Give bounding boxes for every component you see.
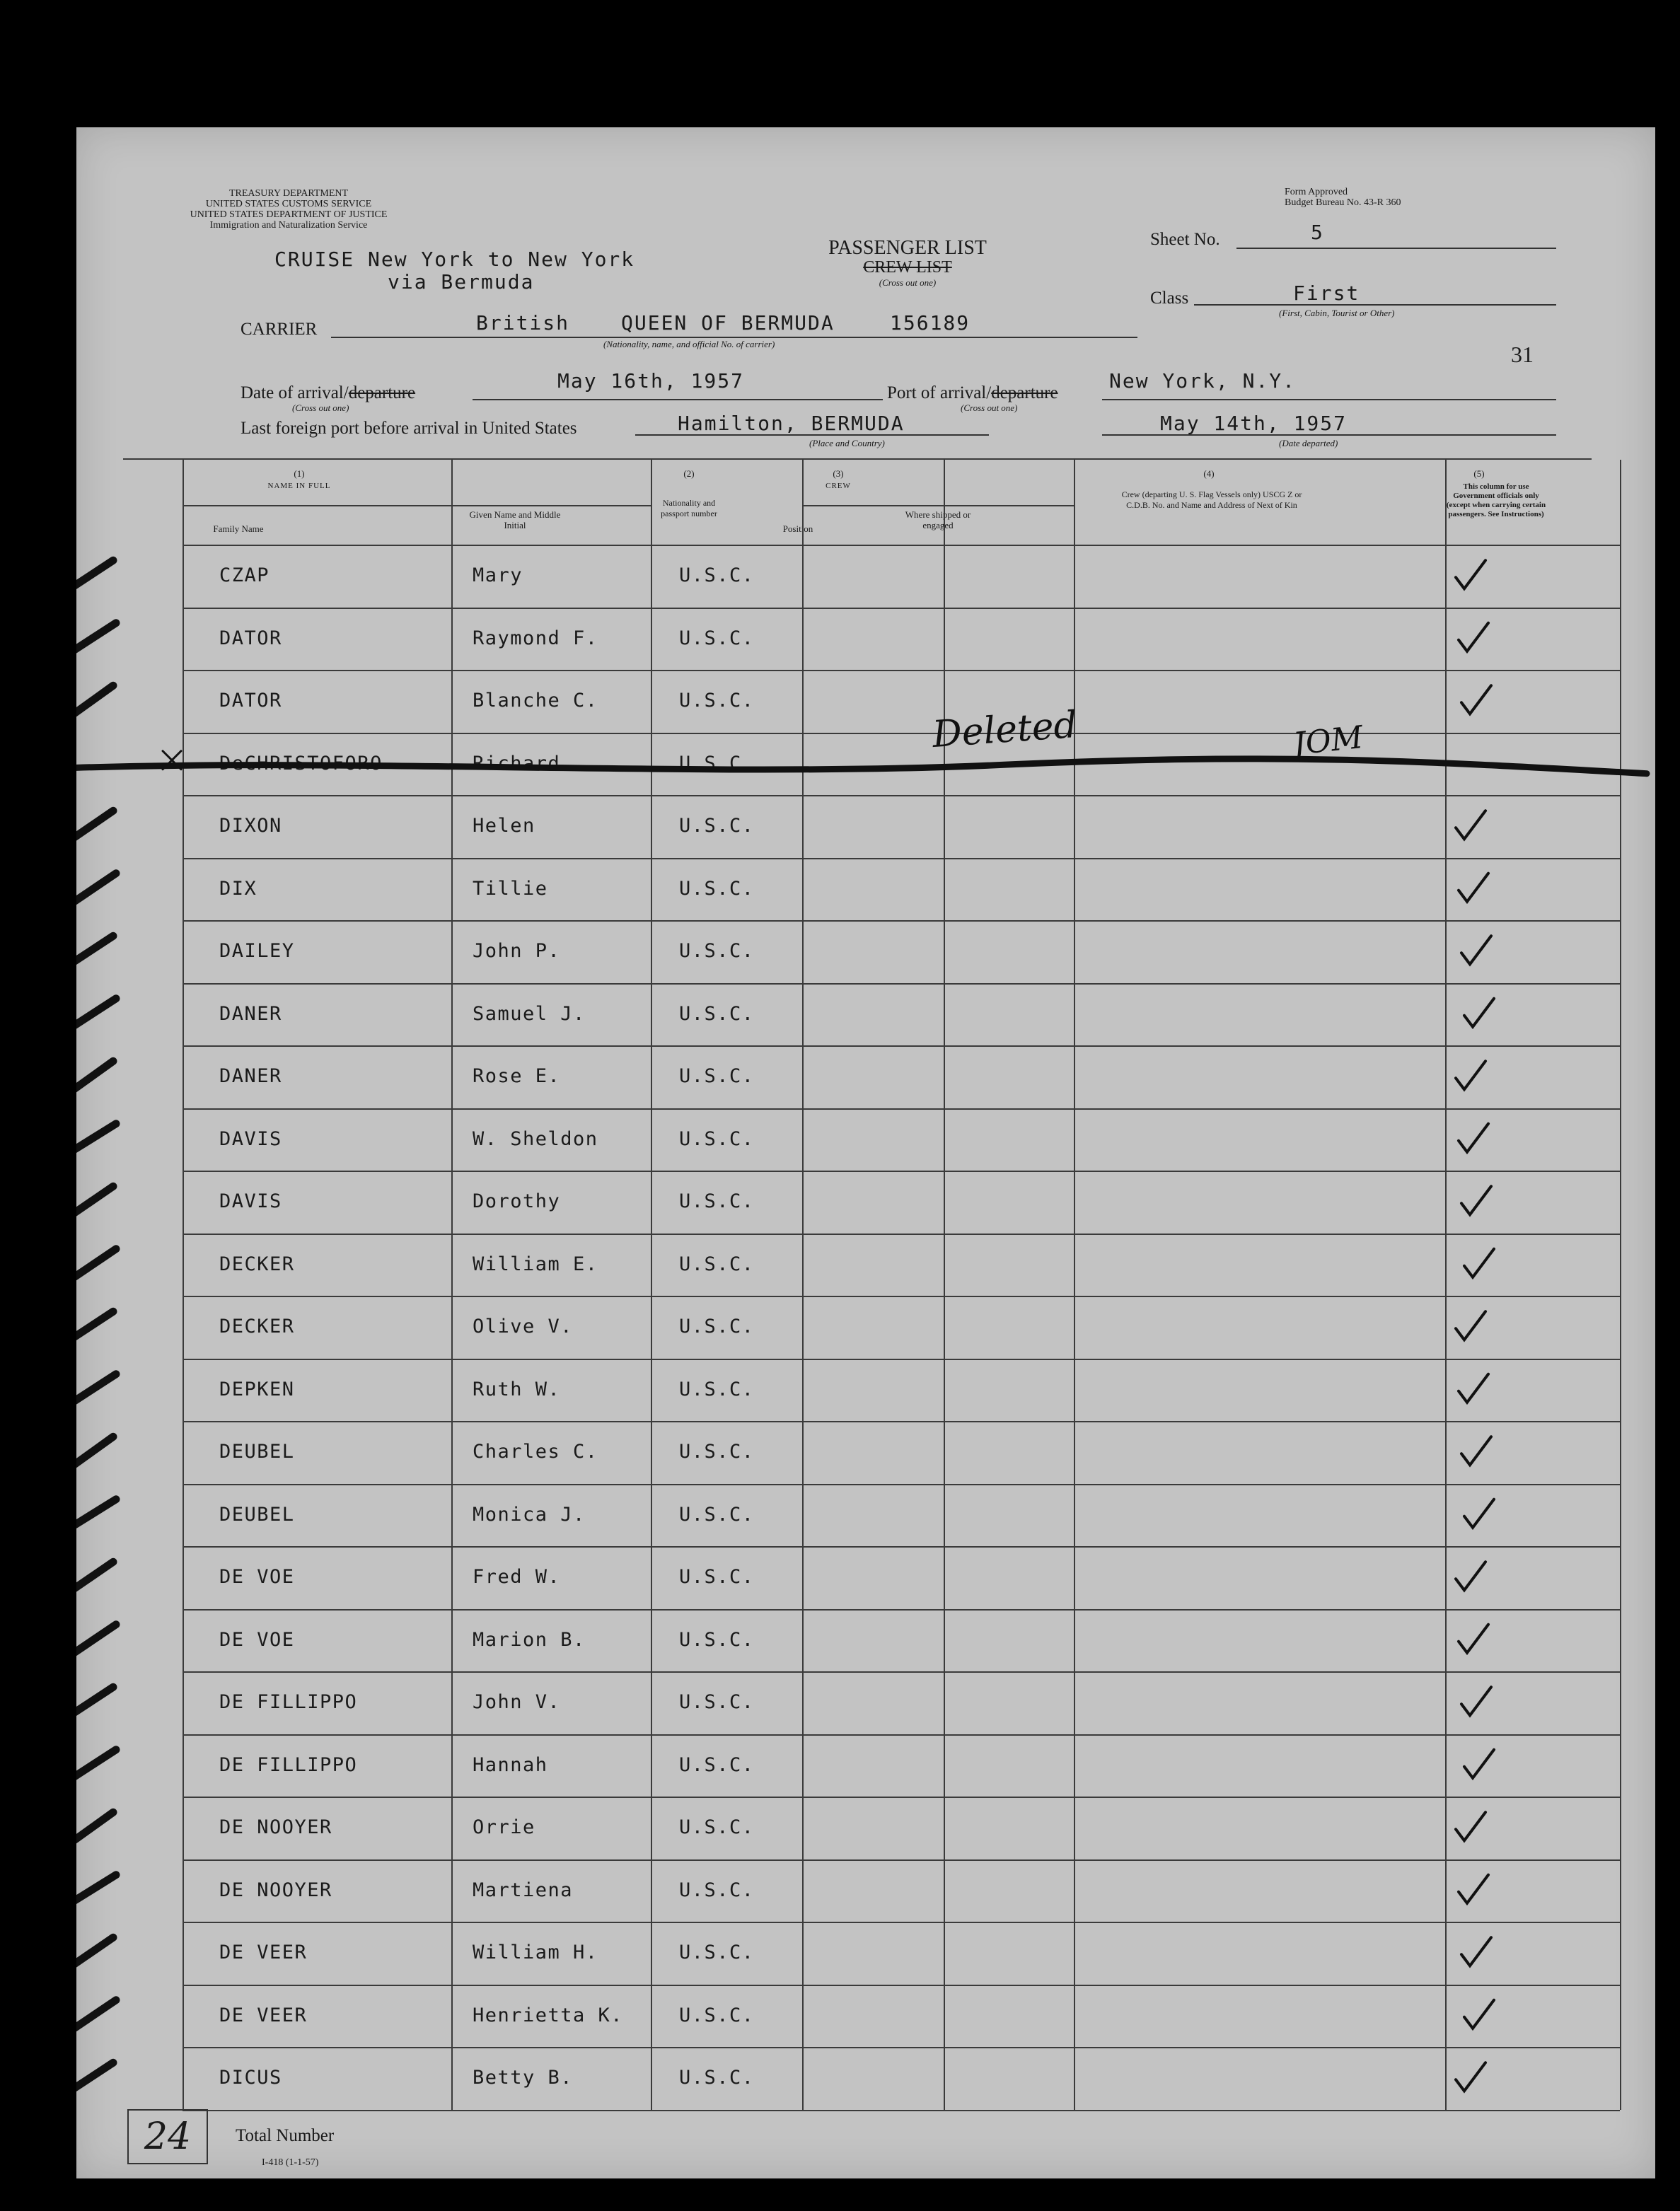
tally-slash [76, 2000, 116, 2033]
carrier-vessel-name: QUEEN OF BERMUDA [621, 311, 835, 335]
check-mark [1461, 936, 1491, 964]
given-name-cell: Ruth W. [473, 1378, 561, 1400]
class-note: (First, Cabin, Tourist or Other) [1279, 308, 1395, 318]
nationality-cell: U.S.C. [679, 1253, 755, 1275]
nationality-cell: U.S.C. [679, 627, 755, 649]
tally-slash [76, 874, 116, 906]
cross-out-note: (Cross out one) [879, 277, 937, 288]
nationality-cell: U.S.C. [679, 752, 755, 774]
check-mark [1464, 1249, 1494, 1277]
nationality-cell: U.S.C. [679, 2067, 755, 2089]
arrival-date-label-text: Date of arrival/ [241, 383, 349, 402]
tally-slash [76, 1374, 116, 1407]
check-mark [1456, 1812, 1485, 1840]
given-name-cell: Betty B. [473, 2067, 574, 2089]
tally-slash [76, 1625, 116, 1657]
given-name-cell: Tillie [473, 877, 548, 900]
nationality-cell: U.S.C. [679, 1753, 755, 1776]
position-header: Position [782, 523, 813, 534]
departed-date-note: (Date departed) [1279, 438, 1338, 448]
tally-slash [76, 1311, 113, 1344]
given-name-cell: William E. [473, 1253, 598, 1275]
family-name-cell: DAVIS [219, 1127, 282, 1150]
nationality-cell: U.S.C. [679, 815, 755, 837]
col3-num: (3) [833, 468, 844, 479]
shipped-header: Where shipped or engaged [905, 509, 971, 530]
family-name-cell: DE VOE [219, 1566, 295, 1588]
last-port-note: (Place and Country) [809, 438, 885, 448]
arrival-port-struck: departure [991, 383, 1058, 402]
given-name-cell: Samuel J. [473, 1002, 586, 1025]
given-name-cell: Fred W. [473, 1566, 561, 1588]
check-mark [1459, 1124, 1488, 1152]
tally-slash [76, 1186, 113, 1219]
arrival-date-struck: departure [348, 383, 416, 402]
family-name-cell: DICUS [219, 2067, 282, 2089]
nationality-cell: U.S.C. [679, 1566, 755, 1588]
given-name-cell: Blanche C. [473, 690, 598, 712]
check-mark [1456, 1311, 1485, 1340]
cruise-line-1: CRUISE New York to New York [274, 248, 635, 271]
col1-num: (1) [294, 468, 305, 479]
form-approved-line: Budget Bureau No. 43-R 360 [1285, 197, 1401, 208]
family-name-cell: DEPKEN [219, 1378, 295, 1400]
check-mark [1459, 1875, 1488, 1903]
nationality-cell: U.S.C. [679, 1691, 755, 1713]
nationality-cell: U.S.C. [679, 940, 755, 962]
handwritten-marks [76, 127, 1655, 2178]
col2-num: (2) [683, 468, 695, 479]
family-name-cell: DAILEY [219, 940, 295, 962]
arrival-port-label-text: Port of arrival/ [887, 383, 992, 402]
nationality-cell: U.S.C. [679, 1628, 755, 1651]
tally-slash [76, 1437, 113, 1469]
given-name-cell: Marion B. [473, 1628, 586, 1651]
check-mark [1459, 874, 1488, 902]
nationality-cell: U.S.C. [679, 2004, 755, 2026]
form-title: PASSENGER LIST [828, 237, 987, 259]
class-label: Class [1150, 289, 1189, 308]
last-port-value: Hamilton, BERMUDA [678, 412, 905, 435]
family-name-cell: DEUBEL [219, 1441, 295, 1463]
total-count: 24 [127, 2109, 208, 2164]
family-name-cell: DE FILLIPPO [219, 1691, 358, 1713]
nationality-cell: U.S.C. [679, 1002, 755, 1025]
document-page [76, 127, 1655, 2178]
nationality-cell: U.S.C. [679, 1316, 755, 1337]
family-name-cell: DECKER [219, 1253, 295, 1275]
tally-slash [76, 811, 113, 843]
family-name-cell: DIXON [219, 815, 282, 837]
given-name-cell: Martiena [473, 1879, 574, 1901]
check-mark [1456, 811, 1485, 839]
given-name-cell: Rose E. [473, 1065, 561, 1087]
given-name-header: Given Name and Middle Initial [469, 509, 561, 530]
check-mark [1464, 999, 1494, 1027]
tally-slash [76, 1061, 113, 1093]
given-name-cell: John V. [473, 1691, 561, 1713]
arrival-port-value: New York, N.Y. [1109, 369, 1297, 393]
sheet-number: 5 [1311, 221, 1324, 244]
form-id: I-418 (1-1-57) [262, 2157, 319, 2168]
tally-slash [76, 560, 113, 593]
tally-slash [76, 1249, 116, 1282]
family-name-cell: DATOR [219, 627, 282, 649]
given-name-cell: Helen [473, 815, 535, 837]
given-name-cell: Charles C. [473, 1441, 598, 1463]
given-name-cell: Raymond F. [473, 627, 598, 649]
family-name-cell: DAVIS [219, 1190, 282, 1212]
nationality-cell: U.S.C. [679, 1441, 755, 1463]
nationality-cell: U.S.C. [679, 1065, 755, 1087]
tally-slash [76, 623, 116, 656]
check-mark [1459, 1625, 1488, 1653]
check-mark [1464, 1499, 1494, 1528]
col4-title: Crew (departing U. S. Flag Vessels only) USCG Z or C.D.B. No. and Name and Address of Next of Kin [1121, 489, 1302, 510]
tally-slash [76, 1687, 113, 1719]
agency-line: UNITED STATES DEPARTMENT OF JUSTICE [190, 209, 388, 220]
nationality-cell: U.S.C. [679, 877, 755, 900]
check-mark [1456, 560, 1485, 588]
family-name-cell: DE VOE [219, 1628, 295, 1651]
check-mark [1459, 623, 1488, 651]
family-name-cell: DE VEER [219, 2004, 308, 2026]
page-number: 31 [1511, 342, 1534, 367]
given-name-cell: Dorothy [473, 1190, 561, 1212]
col2-title: Nationality and passport number [661, 498, 717, 518]
arrival-date-value: May 16th, 1957 [557, 369, 745, 393]
nationality-cell: U.S.C. [679, 1942, 755, 1963]
nationality-cell: U.S.C. [679, 690, 755, 712]
crew-list-struck: CREW LIST [863, 258, 952, 277]
tally-slash [76, 1937, 113, 1970]
family-name-cell: DIX [219, 877, 257, 900]
family-name-cell: DATOR [219, 690, 282, 712]
tally-slash [76, 999, 116, 1031]
agency-line: Immigration and Naturalization Service [209, 220, 368, 231]
given-name-cell: John P. [473, 940, 561, 962]
col5-num: (5) [1473, 468, 1485, 479]
check-mark [1464, 2000, 1494, 2029]
tally-slash [76, 685, 113, 718]
tally-slash [76, 1124, 116, 1156]
given-name-cell: Mary [473, 564, 523, 586]
given-name-cell: Hannah [473, 1753, 548, 1776]
check-mark [1459, 1374, 1488, 1403]
nationality-cell: U.S.C. [679, 564, 755, 586]
cruise-line-2: via Bermuda [388, 270, 535, 294]
tally-slash [76, 1499, 116, 1532]
family-name-cell: CZAP [219, 564, 270, 586]
given-name-cell: Richard [473, 752, 561, 774]
agency-line: TREASURY DEPARTMENT [228, 188, 349, 199]
family-name-cell: DeCHRISTOFORO [219, 752, 383, 774]
family-name-cell: DE VEER [219, 1942, 308, 1963]
sheet-label: Sheet No. [1150, 230, 1220, 249]
family-name-cell: DECKER [219, 1316, 295, 1337]
deleted-note: Deleted [931, 703, 1079, 757]
check-mark [1461, 1937, 1491, 1966]
check-mark [1461, 1186, 1491, 1214]
check-mark [1461, 1687, 1491, 1715]
col5-title: This column for use Government officials only (except when carrying certain passengers. See Instructions) [1446, 482, 1546, 518]
family-name-cell: DANER [219, 1065, 282, 1087]
given-name-cell: Orrie [473, 1816, 535, 1838]
nationality-cell: U.S.C. [679, 1190, 755, 1212]
given-name-cell: W. Sheldon [473, 1127, 598, 1150]
form-approved-line: Form Approved [1285, 187, 1348, 197]
carrier-label: CARRIER [241, 320, 318, 339]
agency-line: UNITED STATES CUSTOMS SERVICE [205, 199, 372, 209]
nationality-cell: U.S.C. [679, 1503, 755, 1526]
strike-through-line [76, 759, 1647, 774]
arrival-port-note: (Cross out one) [961, 402, 1018, 413]
family-name-cell: DE NOOYER [219, 1879, 332, 1901]
tally-slash [76, 936, 113, 968]
class-value: First [1293, 282, 1360, 305]
check-mark [1456, 1562, 1485, 1590]
check-mark [1456, 2062, 1485, 2091]
last-port-label: Last foreign port before arrival in United States [241, 419, 577, 438]
departed-date-value: May 14th, 1957 [1160, 412, 1348, 435]
carrier-official-number: 156189 [890, 311, 971, 335]
tally-slash [76, 1875, 116, 1908]
arrival-date-note: (Cross out one) [292, 402, 349, 413]
nationality-cell: U.S.C. [679, 1816, 755, 1838]
tally-slash [76, 2062, 113, 2095]
col4-num: (4) [1203, 468, 1215, 479]
family-name-cell: DEUBEL [219, 1503, 295, 1526]
check-mark [1461, 685, 1491, 714]
col1-title: NAME IN FULL [267, 482, 331, 490]
given-name-cell: Henrietta K. [473, 2004, 624, 2026]
check-mark [1461, 1437, 1491, 1465]
tally-slash [76, 1812, 113, 1845]
check-mark [1456, 1061, 1485, 1089]
given-name-cell: Monica J. [473, 1503, 586, 1526]
nationality-cell: U.S.C. [679, 1127, 755, 1150]
total-label: Total Number [236, 2126, 335, 2145]
official-initials: JOM [1291, 719, 1365, 763]
tally-slash [76, 1562, 113, 1594]
col3-title: CREW [825, 482, 851, 490]
family-name-cell: DANER [219, 1002, 282, 1025]
carrier-nationality: British [476, 311, 570, 335]
given-name-cell: Olive V. [473, 1316, 574, 1337]
family-name-cell: DE FILLIPPO [219, 1753, 358, 1776]
family-name-cell: DE NOOYER [219, 1816, 332, 1838]
nationality-cell: U.S.C. [679, 1378, 755, 1400]
check-mark [1464, 1750, 1494, 1778]
carrier-note: (Nationality, name, and official No. of carrier) [603, 339, 775, 349]
family-name-header: Family Name [213, 523, 264, 534]
given-name-cell: William H. [473, 1942, 598, 1963]
nationality-cell: U.S.C. [679, 1879, 755, 1901]
tally-slash [76, 1750, 116, 1782]
